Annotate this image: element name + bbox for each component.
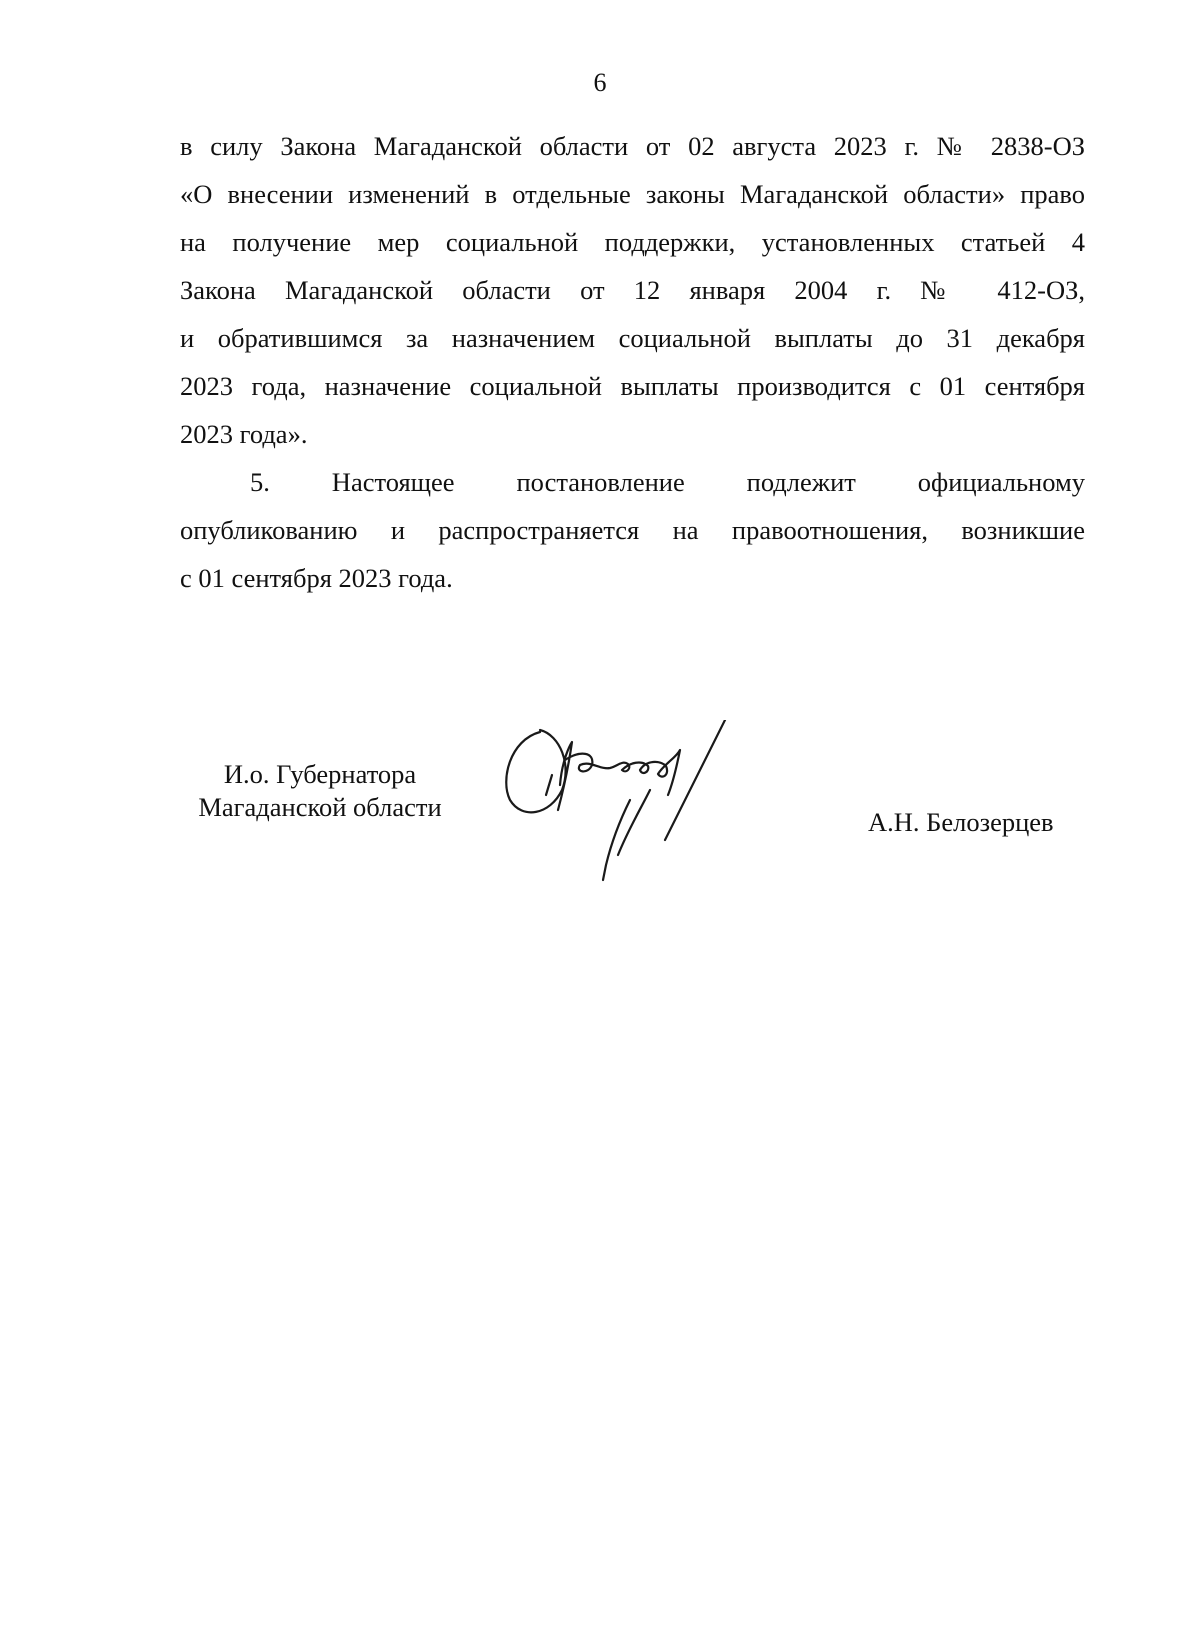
signatory-title-line: И.о. Губернатора: [223, 759, 417, 789]
text-line: 5. Настоящее постановление подлежит официальному: [250, 467, 1085, 497]
text-line: 2023 года».: [180, 419, 308, 449]
text-line: «О внесении изменений в отдельные законы Магаданской области» право: [180, 179, 1085, 209]
document-body: [180, 122, 1085, 602]
handwritten-signature: [500, 720, 770, 920]
text-line: на получение мер социальной поддержки, установленных статьей 4: [180, 227, 1085, 257]
page-number: 6: [593, 68, 607, 97]
signatory-name: А.Н. Белозерцев: [868, 807, 1054, 837]
text-line: и обратившимся за назначением социальной выплаты до 31 декабря: [180, 323, 1085, 353]
signatory-title: [180, 758, 460, 824]
text-line: с 01 сентября 2023 года.: [180, 563, 453, 593]
text-line: Закона Магаданской области от 12 января 2004 г. № 412-ОЗ,: [180, 275, 1085, 305]
signatory-title-line: Магаданской области: [198, 792, 442, 822]
text-line: в силу Закона Магаданской области от 02 августа 2023 г. № 2838-ОЗ: [180, 131, 1085, 161]
text-line: 2023 года, назначение социальной выплаты производится с 01 сентября: [180, 371, 1085, 401]
text-line: опубликованию и распространяется на правоотношения, возникшие: [180, 515, 1085, 545]
